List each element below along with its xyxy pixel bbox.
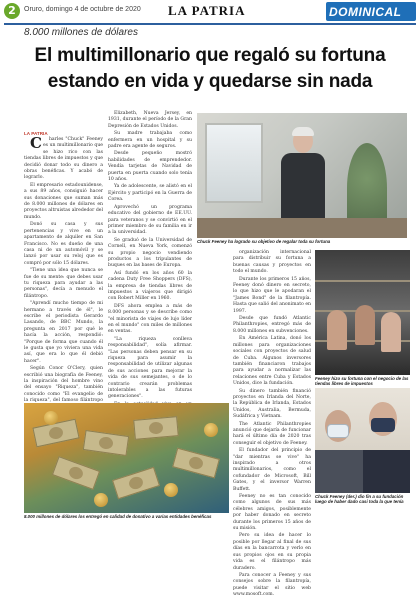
logo-text: DOMINICAL: [329, 5, 402, 19]
byline: LA PATRIA: [24, 131, 48, 136]
paragraph: organización internacional para distribuir su fortuna a buenas causas y proyectos en todo el mundo.: [233, 250, 311, 275]
page-header: [0, 0, 420, 24]
dropcap: C: [30, 134, 42, 152]
newspaper-name: LA PATRIA: [168, 3, 246, 18]
dominical-logo: [326, 2, 416, 21]
paragraph: Donó su casa y sus pertenencias y vive en un apartamento de alquiler en San Francisco. No es dueño de una casa ni de un automóvil y se lanzó por usar su reloj que es compró por sólo 15 dólares.: [24, 222, 103, 266]
paragraph: En América Latina, donó los millones para organizaciones sociales con proyectos de salud de Cuba. Algunos inversores también financiaron trabajos para ayudar a normalizar las relaciones entre Cuba y Estados Unidos, dice la fundación.: [233, 336, 311, 387]
article-column-2: [108, 111, 192, 400]
paragraph: Para conocer a Feeney y sus consejos sobre la filantropía, puede visitar el sitio web www.mosoft.com.: [233, 572, 311, 598]
caption-masks-photo: Chuck Feeney (der.) dio fin a su fundación luego de haber dado casi toda la que tenía: [315, 494, 404, 505]
paragraph: "La riqueza conlleva responsabilidad", solía afirmar. "Las personas deben pensar en su riqueza para asumir la responsabilidad de utilizar algunas de sus acciones para mejorar la vida de sus semejantes, o de lo contrario crearán problemas intolerables a las futuras generaciones".: [108, 336, 192, 400]
caption-main-photo: Chuck Feeney ha logrado su objetivo de regalar toda su fortuna: [197, 239, 331, 244]
paragraph: DFS ahora emplea a más de 8.000 personas y se describe como "el minorista de viajes de lujo líder en el mundo" con miles de millones en ventas.: [108, 303, 192, 335]
desk: [197, 218, 407, 238]
photo-feeney-masks: [315, 388, 410, 493]
paragraph: Su dinero también financió proyectos en Irlanda del Norte, la República de Irlanda, Estados Unidos, Australia, Bermuda, Sudáfrica y Vietnam.: [233, 388, 311, 420]
photo-chuck-feeney: [197, 113, 407, 238]
article-column-3: [233, 250, 311, 598]
paragraph: Durante los primeros 15 años, Feeney donó dinero en secreto, lo que hizo que le apodaran el "James Bond" de la filantropía. Hasta que salió del anonimato en 1997.: [233, 276, 311, 314]
window: [205, 123, 263, 203]
paragraph: The Atlantic Philanthropies anunció que dejaría de funcionar hará el último día de 2020 tras conseguir el objetivo de Feeney.: [233, 421, 311, 446]
paragraph: Según Conor O'Clery, quien escribió una biografía de Feeney, la inspiración del hombre vino del ensayo "Riqueza", también conocido como "El evangelio de la riqueza", del famoso filántropo: [24, 366, 103, 404]
caption-money-photo: 8.000 millones de dólares los entregó en calidad de donativo a varias entidades benéficas: [24, 514, 212, 519]
paragraph: Su madre trabajaba como enfermera en un hospital y su padre era agente de seguros.: [108, 131, 192, 150]
photo-duty-free-store: [315, 250, 410, 375]
paragraph: Desde que fundó Atlantic Philanthropies, entregó más de 8.000 millones en subvenciones.: [233, 316, 311, 334]
paragraph: C harles "Chuck" Feeney es un multimillonario que se hizo rico con las tiendas libres de impuestos y que decidió donar todo su dinero a obras benéficas. Y acabó de lograrlo.: [24, 134, 103, 181]
paragraph: Ya de adolescente, se alistó en el Ejército y participó en la Guerra de Corea.: [108, 184, 192, 203]
paragraph: Así fundó en los años 60 la cadena Duty Free Shoppers (DFS), la empresa de tiendas libres de impuestos a viajeros que dirigió con Robert Miller en 1960.: [108, 270, 192, 302]
paragraph: Aprovechó un programa educativo del gobierno de EE.UU. para veteranos y se convirtió en el primer miembro de su familia en ir a la universidad.: [108, 204, 192, 236]
kicker: 8.000 millones de dólares: [24, 27, 138, 38]
paragraph: El empresario estadounidense, a sus 89 años, consiguió hacer sus donaciones que suman más de 8.000 millones de dólares en proyectos altruistas alrededor del mundo.: [24, 182, 103, 220]
date-line: Oruro, domingo 4 de octubre de 2020: [24, 6, 141, 13]
caption-store-photo: Feeney hizo su fortuna con el negocio de las tiendas libres de impuestos: [315, 376, 409, 387]
paragraph: Feeney no es tan conocido como algunos de sus más célebres amigos, posiblemente por haber donado en secreto durante los primeros 15 años de su misión.: [233, 494, 311, 532]
article-column-1: [24, 131, 103, 404]
paragraph: Desde pequeño mostró habilidades de emprendedor. Vendía tarjetas de Navidad de puerta en puerta cuando solo tenía 10 años.: [108, 151, 192, 183]
header-rule: [4, 23, 416, 25]
paragraph: Se graduó de la Universidad de Cornell, en Nueva York, comenzó su propio negocio vendiendo productos a los tripulantes de buques en las bases de Europa.: [108, 237, 192, 269]
photo-money: [24, 403, 229, 513]
headline: El multimillonario que regaló su fortuna estando en vida y quedarse sin nada: [34, 45, 386, 92]
paragraph: "Aprendí mucho tiempo de mi hermano a través de él", le escribe el periodista Gerardo Lasando, de BBC Mundo, la pregunta en 2017 por qué le hacía la acción, respondió: "Porque de forma que cuando él le gusta que yo viviera una vida así, que era lo que él debió hacer".: [24, 301, 103, 364]
paragraph: Pero su idea de hacer lo posible por llegar al final de sus días en la bancarrota y verlo en sus propios ojos en su propia vida es el filántropo más duradero.: [233, 533, 311, 571]
page-number: 2: [4, 3, 20, 19]
paragraph: "Tiene una idea que nunca se fue de su mente: que debes usar tu riqueza para ayudar a las personas", decía a menudo el filántropo.: [24, 268, 103, 299]
paragraph: El fundador del principio de "dar mientras se vive" ha inspirado a otros multimillonarios, como el cofundador de Microsoft, Bill Gates, y el inversor Warren Buffett.: [233, 448, 311, 492]
paragraph: Elizabeth, Nueva Jersey, en 1931, durante el período de la Gran Depresión de Estados Unidos.: [108, 111, 192, 129]
